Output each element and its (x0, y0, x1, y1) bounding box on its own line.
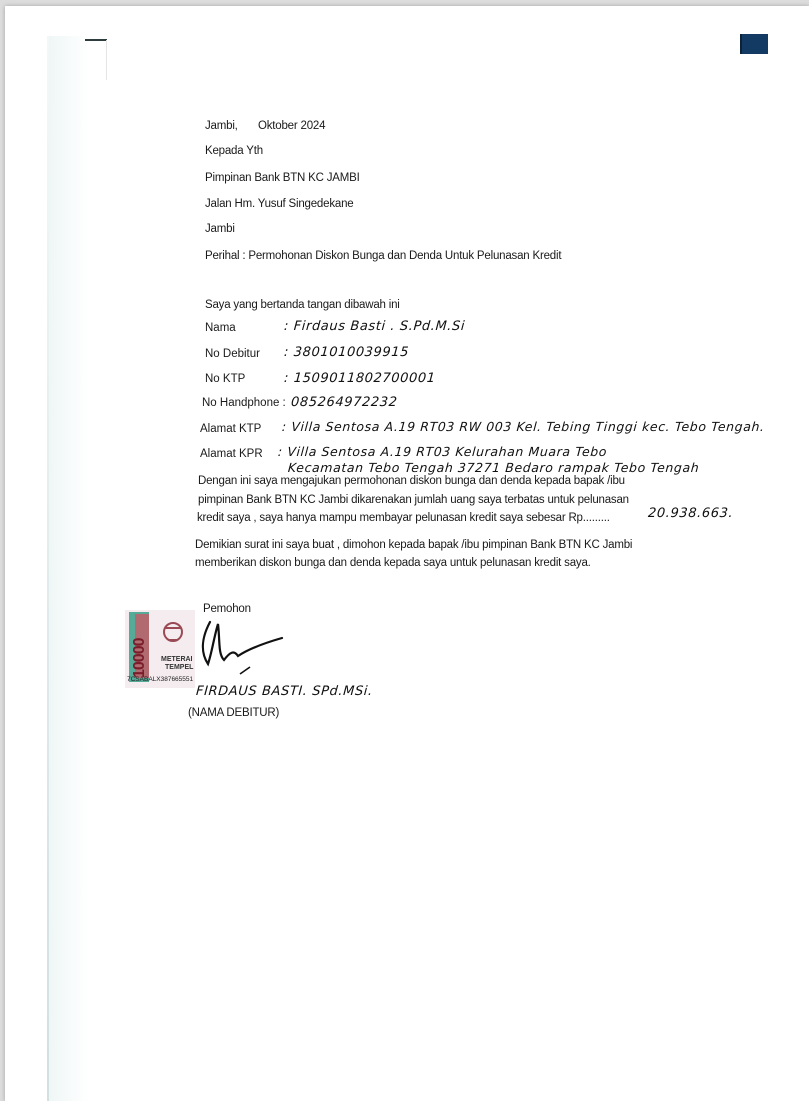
field-label-alamat-ktp: Alamat KTP (200, 423, 262, 435)
subject-line: Perihal : Permohonan Diskon Bunga dan Denda Untuk Pelunasan Kredit (205, 250, 562, 262)
body-line-3: kredit saya , saya hanya mampu membayar pelunasan kredit saya sebesar Rp......... (197, 512, 610, 524)
field-label-no-ktp: No KTP (205, 373, 246, 385)
signature-caption: (NAMA DEBITUR) (188, 707, 280, 719)
field-label-nama: Nama (205, 322, 236, 334)
corner-registration-mark (85, 39, 107, 41)
stamp-value: 10000 (131, 638, 148, 678)
recipient-name: Pimpinan Bank BTN KC JAMBI (205, 172, 360, 184)
payment-amount: 20.938.663. (647, 506, 734, 521)
field-label-no-debitur: No Debitur (205, 348, 260, 360)
field-value-nama: : Firdaus Basti . S.Pd.M.Si (283, 319, 466, 334)
field-value-no-ktp: : 1509011802700001 (283, 371, 437, 386)
stamp-serial: 7CSABALX387665551 (127, 676, 194, 683)
letter-date: Oktober 2024 (258, 120, 326, 132)
field-value-no-debitur: : 3801010039915 (283, 345, 410, 360)
recipient-address: Jalan Hm. Yusuf Singedekane (205, 198, 354, 210)
stamp-label-2: TEMPEL (165, 664, 194, 671)
field-value-no-handphone: 085264972232 (290, 395, 398, 410)
closing-line-2: memberikan diskon bunga dan denda kepada saya untuk pelunasan kredit saya. (195, 557, 591, 569)
intro-line: Saya yang bertanda tangan dibawah ini (205, 299, 400, 311)
field-label-no-handphone: No Handphone : (202, 397, 286, 409)
scan-edge-line (47, 36, 49, 1101)
place-city: Jambi, (205, 120, 238, 132)
closing-line-1: Demikian surat ini saya buat , dimohon kepada bapak /ibu pimpinan Bank BTN KC Jambi (195, 539, 633, 551)
handwritten-signature (180, 612, 290, 682)
signature-role: Pemohon (203, 603, 251, 615)
scanned-letter-page (5, 6, 809, 1101)
signed-name: FIRDAUS BASTI. SPd.MSi. (195, 684, 374, 699)
body-line-2: pimpinan Bank BTN KC Jambi dikarenakan jumlah uang saya terbatas untuk pelunasan (198, 494, 629, 506)
field-value-alamat-ktp: : Villa Sentosa A.19 RT03 RW 003 Kel. Tebing Tinggi kec. Tebo Tengah. (281, 419, 766, 434)
salutation: Kepada Yth (205, 145, 263, 157)
scan-shadow (49, 36, 89, 1101)
stamp-label-1: METERAI (161, 656, 193, 663)
field-label-alamat-kpr: Alamat KPR (200, 448, 263, 460)
field-value-alamat-kpr: : Villa Sentosa A.19 RT03 Kelurahan Muara Tebo (277, 444, 608, 459)
field-value-alamat-kpr-line2: Kecamatan Tebo Tengah 37271 Bedaro rampak Tebo Tengah (287, 460, 700, 475)
body-line-1: Dengan ini saya mengajukan permohonan diskon bunga dan denda kepada bapak /ibu (198, 475, 625, 487)
corner-registration-mark-vertical (106, 40, 107, 80)
recipient-city: Jambi (205, 223, 235, 235)
corner-blue-marker (740, 34, 768, 54)
